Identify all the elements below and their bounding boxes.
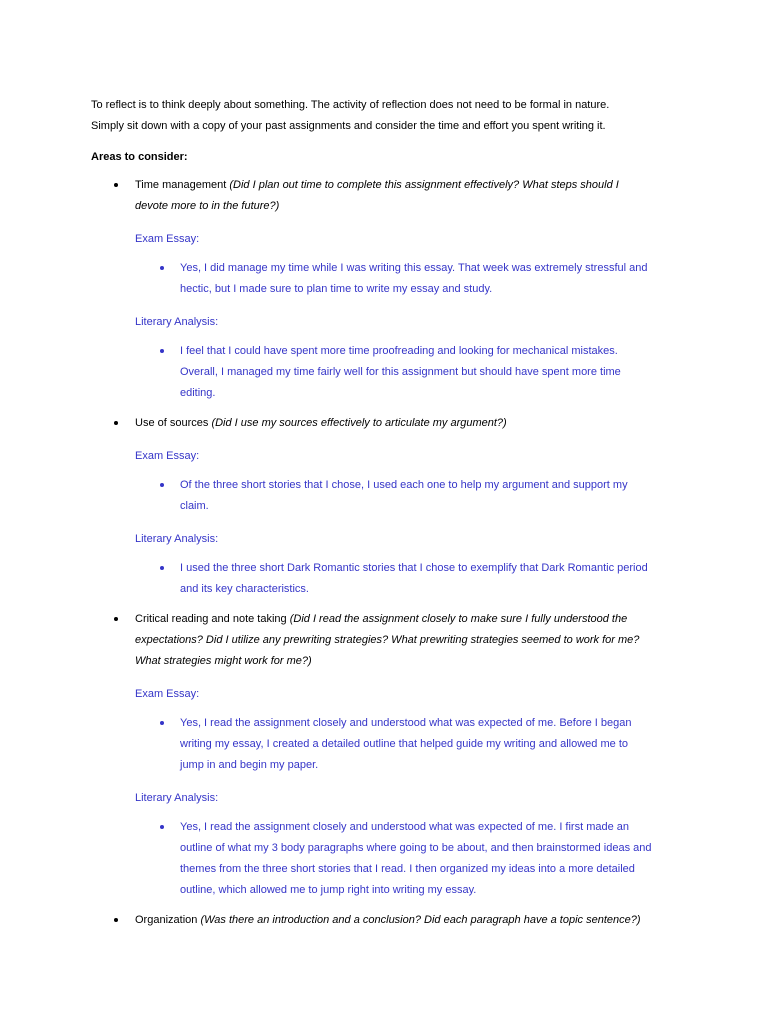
answer-line: editing. <box>180 387 216 399</box>
bullet-icon <box>160 483 164 487</box>
answer-line: themes from the three short stories that I read. I then organized my ideas into a more detailed <box>180 863 635 875</box>
topic-critical-reading <box>135 609 768 901</box>
topic-label: Use of sources <box>135 417 209 429</box>
topic-label: Organization <box>135 914 198 926</box>
areas-heading: Areas to consider: <box>91 151 188 163</box>
topic-question-line: (Was there an introduction and a conclusion? Did each paragraph have a topic sentence?) <box>200 914 641 926</box>
answer-line: outline, which allowed me to jump right into writing my essay. <box>180 884 477 896</box>
intro-line: Simply sit down with a copy of your past assignments and consider the time and effort you spent writing it. <box>91 120 606 132</box>
topic-line <box>135 175 768 196</box>
topic-line <box>135 609 768 630</box>
topic-label: Critical reading and note taking <box>135 613 287 625</box>
topic-question-line: devote more to in the future?) <box>135 200 280 212</box>
topic-line <box>135 413 768 434</box>
topic-question-line: (Did I use my sources effectively to articulate my argument?) <box>211 417 507 429</box>
bullet-icon <box>160 349 164 353</box>
answer-line: hectic, but I made sure to plan time to write my essay and study. <box>180 283 493 295</box>
answer-item <box>180 817 768 901</box>
section-heading: Exam Essay: <box>135 233 200 245</box>
intro-paragraph <box>91 95 768 137</box>
answer-line: claim. <box>180 500 209 512</box>
section-literary-analysis <box>135 529 768 600</box>
intro-line: To reflect is to think deeply about something. The activity of reflection does not need to be formal in nature. <box>91 99 610 111</box>
topic-use-of-sources <box>135 413 768 600</box>
topic-line <box>135 910 768 931</box>
section-heading: Literary Analysis: <box>135 316 219 328</box>
answer-line: Of the three short stories that I chose, I used each one to help my argument and support my <box>180 479 628 491</box>
answer-line: Yes, I read the assignment closely and understood what was expected of me. Before I began <box>180 717 632 729</box>
answer-item <box>180 713 768 776</box>
topic-organization <box>135 910 768 931</box>
bullet-icon <box>114 183 118 187</box>
topic-time-management <box>135 175 768 404</box>
bullet-icon <box>160 825 164 829</box>
answer-line: outline of what my 3 body paragraphs where going to be about, and then brainstormed ideas and <box>180 842 652 854</box>
answer-line: and its key characteristics. <box>180 583 309 595</box>
bullet-icon <box>114 617 118 621</box>
section-exam-essay <box>135 684 768 776</box>
topic-question-line: (Did I plan out time to complete this assignment effectively? What steps should I <box>229 179 619 191</box>
answer-item <box>180 558 768 600</box>
section-heading: Exam Essay: <box>135 688 200 700</box>
answer-line: jump in and begin my paper. <box>180 759 319 771</box>
answer-line: I used the three short Dark Romantic stories that I chose to exemplify that Dark Romantic period <box>180 562 648 574</box>
bullet-icon <box>114 421 118 425</box>
bullet-icon <box>160 566 164 570</box>
answer-item <box>180 341 768 404</box>
bullet-icon <box>160 266 164 270</box>
bullet-icon <box>160 721 164 725</box>
topic-question-line: What strategies might work for me?) <box>135 655 312 667</box>
section-heading: Exam Essay: <box>135 450 200 462</box>
answer-item <box>180 475 768 517</box>
bullet-icon <box>114 918 118 922</box>
topic-label: Time management <box>135 179 227 191</box>
section-literary-analysis <box>135 312 768 404</box>
answer-line: writing my essay, I created a detailed outline that helped guide my writing and allowed me to <box>180 738 628 750</box>
topic-question-line: (Did I read the assignment closely to make sure I fully understood the <box>289 613 628 625</box>
section-heading: Literary Analysis: <box>135 533 219 545</box>
answer-line: Overall, I managed my time fairly well for this assignment but should have spent more time <box>180 366 621 378</box>
topic-question-line: expectations? Did I utilize any prewriting strategies? What prewriting strategies seemed to work for me? <box>135 634 640 646</box>
answer-item <box>180 258 768 300</box>
answer-line: Yes, I did manage my time while I was writing this essay. That week was extremely stressful and <box>180 262 648 274</box>
section-exam-essay <box>135 229 768 300</box>
section-exam-essay <box>135 446 768 517</box>
section-heading: Literary Analysis: <box>135 792 219 804</box>
answer-line: I feel that I could have spent more time proofreading and looking for mechanical mistakes. <box>180 345 618 357</box>
answer-line: Yes, I read the assignment closely and understood what was expected of me. I first made an <box>180 821 630 833</box>
section-literary-analysis <box>135 788 768 901</box>
